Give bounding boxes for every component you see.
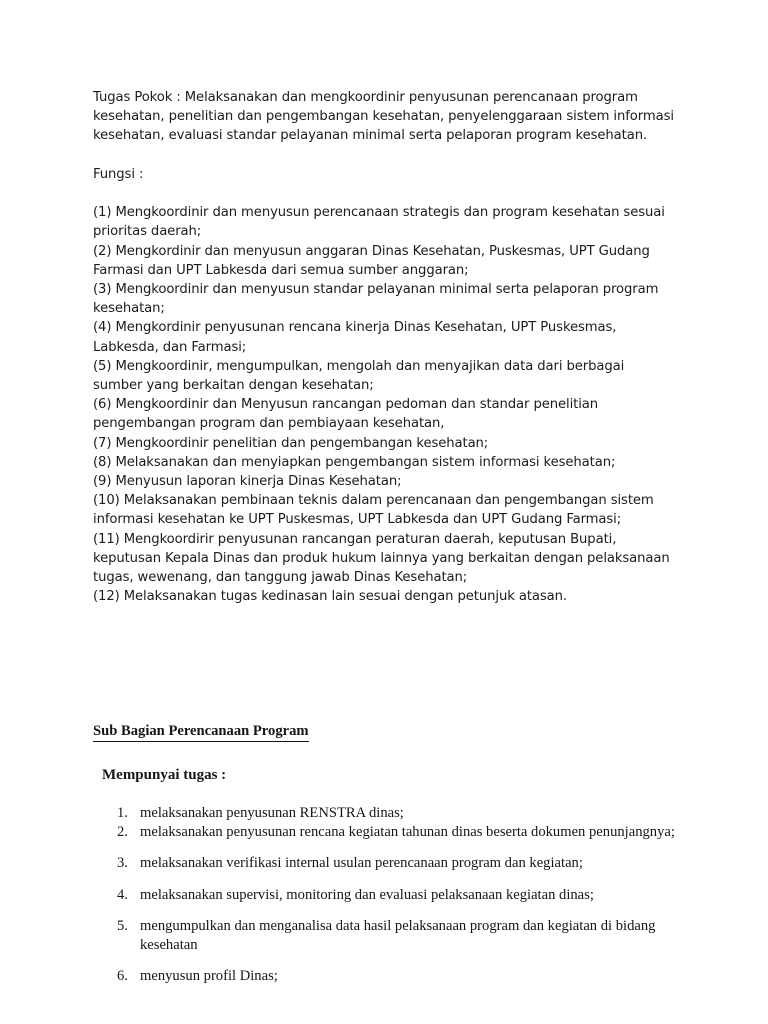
fungsi-label: Fungsi :	[93, 166, 144, 182]
task-number: 3.	[117, 855, 128, 871]
task-number: 1.	[117, 805, 128, 821]
task-number: 2.	[117, 823, 128, 840]
fungsi-item: (10) Melaksanakan pembinaan teknis dalam perencanaan dan pengembangan sistem informasi kesehatan ke UPT Puskesmas, UPT Labkesda dan UPT Gudang Farmasi;	[93, 493, 654, 528]
mempunyai-tugas-subheading: Mempunyai tugas :	[102, 767, 227, 783]
sub-bagian-perencanaan-block	[93, 722, 683, 986]
task-list	[93, 784, 683, 986]
task-list-item	[93, 917, 683, 954]
fungsi-item: (8) Melaksanakan dan menyiapkan pengembangan sistem informasi kesehatan;	[93, 454, 616, 470]
task-text: melaksanakan verifikasi internal usulan perencanaan program dan kegiatan;	[140, 855, 583, 871]
task-text: melaksanakan penyusunan RENSTRA dinas;	[140, 805, 404, 821]
task-list-item	[93, 823, 683, 842]
fungsi-item: (4) Mengkordinir penyusunan rencana kinerja Dinas Kesehatan, UPT Puskesmas, Labkesda, dan Farmasi;	[93, 320, 617, 355]
task-number: 5.	[117, 918, 128, 934]
fungsi-item: (12) Melaksanakan tugas kedinasan lain sesuai dengan petunjuk atasan.	[93, 589, 567, 605]
task-text: menyusun profil Dinas;	[140, 968, 278, 984]
task-list-item	[93, 804, 683, 823]
fungsi-item: (5) Mengkoordinir, mengumpulkan, mengolah dan menyajikan data dari berbagai sumber yang berkaitan dengan kesehatan;	[93, 358, 625, 394]
fungsi-item: (7) Mengkoordinir penelitian dan pengembangan kesehatan;	[93, 435, 489, 451]
fungsi-item: (1) Mengkoordinir dan menyusun perencanaan strategis dan program kesehatan sesuai prioritas daerah;	[93, 205, 665, 240]
section-heading-wrapper	[93, 722, 683, 742]
fungsi-list	[93, 203, 677, 606]
section-heading: Sub Bagian Perencanaan Program	[93, 722, 309, 742]
task-text: melaksanakan supervisi, monitoring dan evaluasi pelaksanaan kegiatan dinas;	[140, 886, 594, 903]
task-list-item	[93, 967, 683, 986]
task-list-item	[93, 886, 683, 905]
tugas-pokok-fungsi-block	[93, 88, 677, 606]
paragraph-spacer	[93, 146, 677, 165]
fungsi-item: (2) Mengkordinir dan menyusun anggaran Dinas Kesehatan, Puskesmas, UPT Gudang Farmasi dan UPT Labkesda dari semua sumber anggaran;	[93, 243, 650, 278]
task-text: mengumpulkan dan menganalisa data hasil pelaksanaan program dan kegiatan di bidang kesehatan	[140, 918, 656, 953]
fungsi-item: (11) Mengkoordirir penyusunan rancangan peraturan daerah, keputusan Bupati, keputusan Kepala Dinas dan produk hukum lainnya yang berkaitan dengan pelaksanaan tugas, wewenang, dan tanggung jawab Dinas Kesehatan;	[93, 531, 670, 586]
task-list-item	[93, 854, 683, 873]
fungsi-item: (6) Mengkoordinir dan Menyusun rancangan pedoman dan standar penelitian pengembangan program dan pembiayaan kesehatan,	[93, 397, 599, 432]
fungsi-item: (3) Mengkoordinir dan menyusun standar pelayanan minimal serta pelaporan program kesehatan;	[93, 282, 659, 317]
task-number: 4.	[117, 886, 128, 903]
tugas-pokok-paragraph: Tugas Pokok : Melaksanakan dan mengkoordinir penyusunan perencanaan program kesehatan, penelitian dan pengembangan kesehatan, penyelenggaraan sistem informasi kesehatan, evaluasi standar pelayanan minimal serta pelaporan program kesehatan.	[93, 90, 674, 144]
task-number: 6.	[117, 968, 128, 984]
task-text: melaksanakan penyusunan rencana kegiatan tahunan dinas beserta dokumen penunjangnya;	[140, 823, 675, 840]
paragraph-spacer	[93, 184, 677, 203]
fungsi-item: (9) Menyusun laporan kinerja Dinas Kesehatan;	[93, 474, 402, 490]
